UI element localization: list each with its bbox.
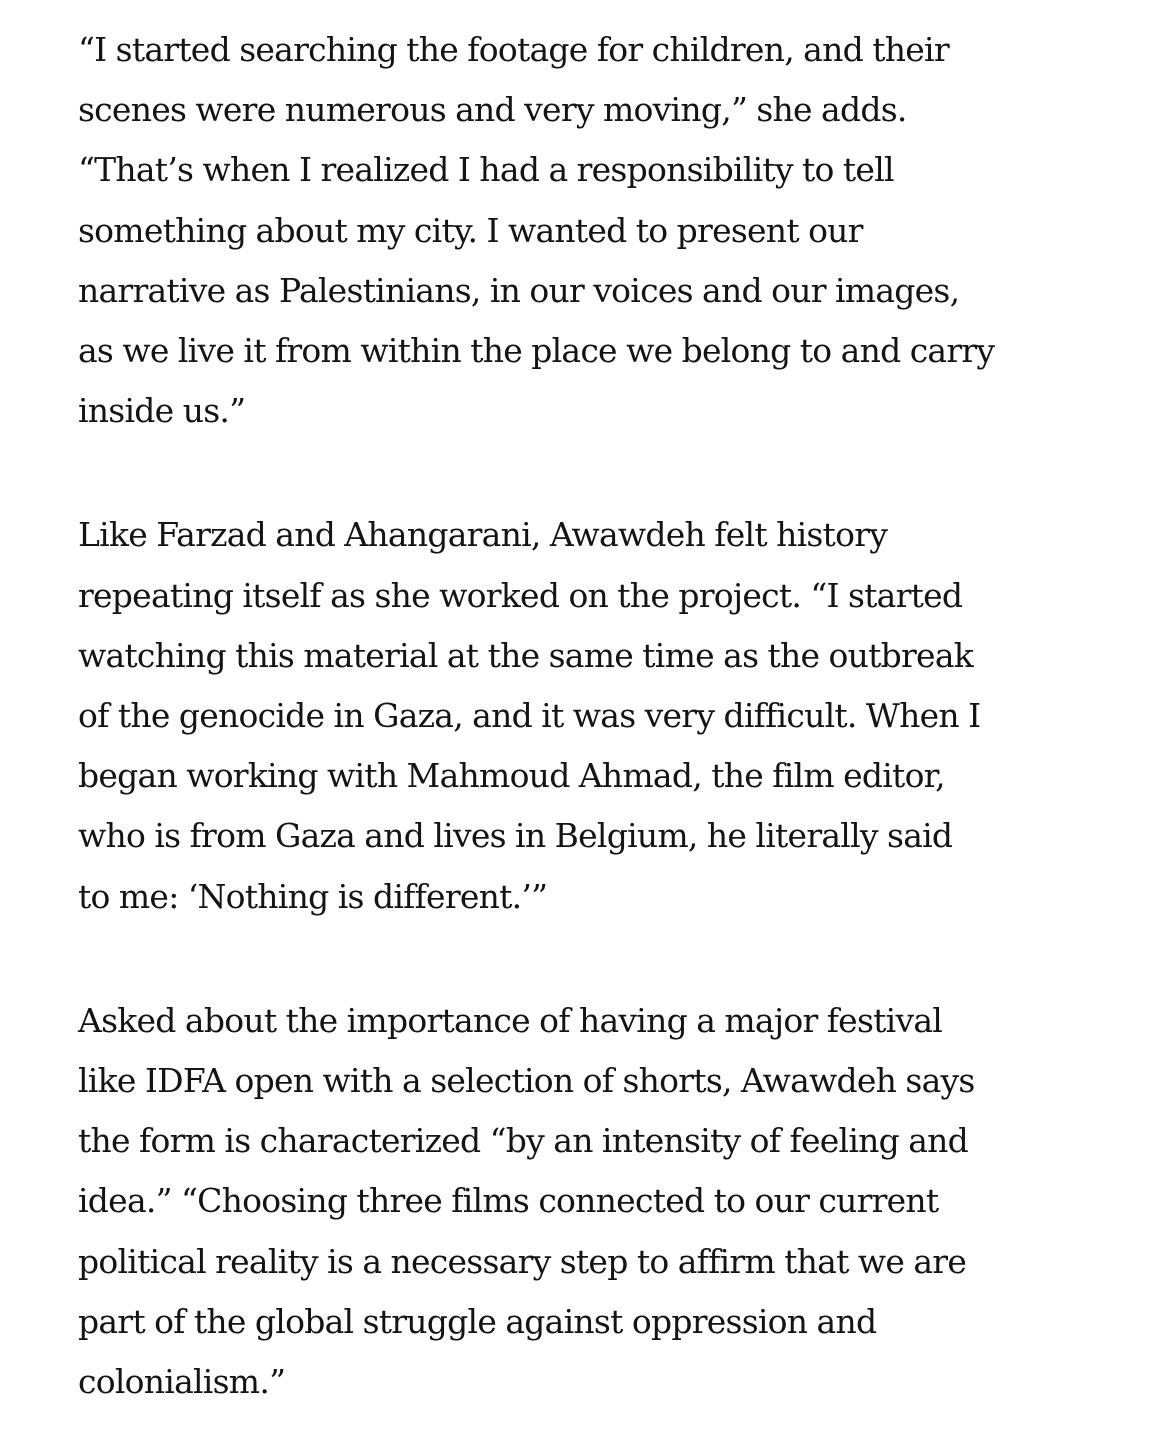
article-paragraph <box>78 505 1078 926</box>
paragraph-line: Asked about the importance of having a major festival <box>78 1000 943 1040</box>
paragraph-line: “That’s when I realized I had a responsibility to tell <box>78 150 894 190</box>
paragraph-line: began working with Mahmoud Ahmad, the film editor, <box>78 756 945 796</box>
paragraph-line: inside us.” <box>78 391 246 431</box>
paragraph-line: narrative as Palestinians, in our voices and our images, <box>78 270 960 310</box>
paragraph-spacer <box>78 441 1078 505</box>
paragraph-line: something about my city. I wanted to present our <box>78 210 863 250</box>
paragraph-line: part of the global struggle against oppression and <box>78 1301 877 1341</box>
paragraph-line: to me: ‘Nothing is different.’” <box>78 876 548 916</box>
paragraph-line: of the genocide in Gaza, and it was very difficult. When I <box>78 696 981 736</box>
article-body <box>78 20 1078 1412</box>
paragraph-spacer <box>78 927 1078 991</box>
paragraph-line: watching this material at the same time as the outbreak <box>78 635 974 675</box>
paragraph-line: “I started searching the footage for children, and their <box>78 30 949 69</box>
paragraph-line: as we live it from within the place we belong to and carry <box>78 331 995 371</box>
paragraph-line: repeating itself as she worked on the project. “I started <box>78 575 963 615</box>
paragraph-line: scenes were numerous and very moving,” she adds. <box>78 90 907 130</box>
paragraph-line: colonialism.” <box>78 1362 286 1402</box>
paragraph-line: who is from Gaza and lives in Belgium, he literally said <box>78 816 953 856</box>
paragraph-line: idea.” “Choosing three films connected to our current <box>78 1181 939 1221</box>
article-paragraph <box>78 20 1078 441</box>
paragraph-line: Like Farzad and Ahangarani, Awawdeh felt history <box>78 515 888 555</box>
paragraph-line: like IDFA open with a selection of shorts, Awawdeh says <box>78 1061 975 1101</box>
article-paragraph <box>78 991 1078 1412</box>
paragraph-line: the form is characterized “by an intensity of feeling and <box>78 1121 969 1161</box>
paragraph-line: political reality is a necessary step to affirm that we are <box>78 1241 967 1281</box>
